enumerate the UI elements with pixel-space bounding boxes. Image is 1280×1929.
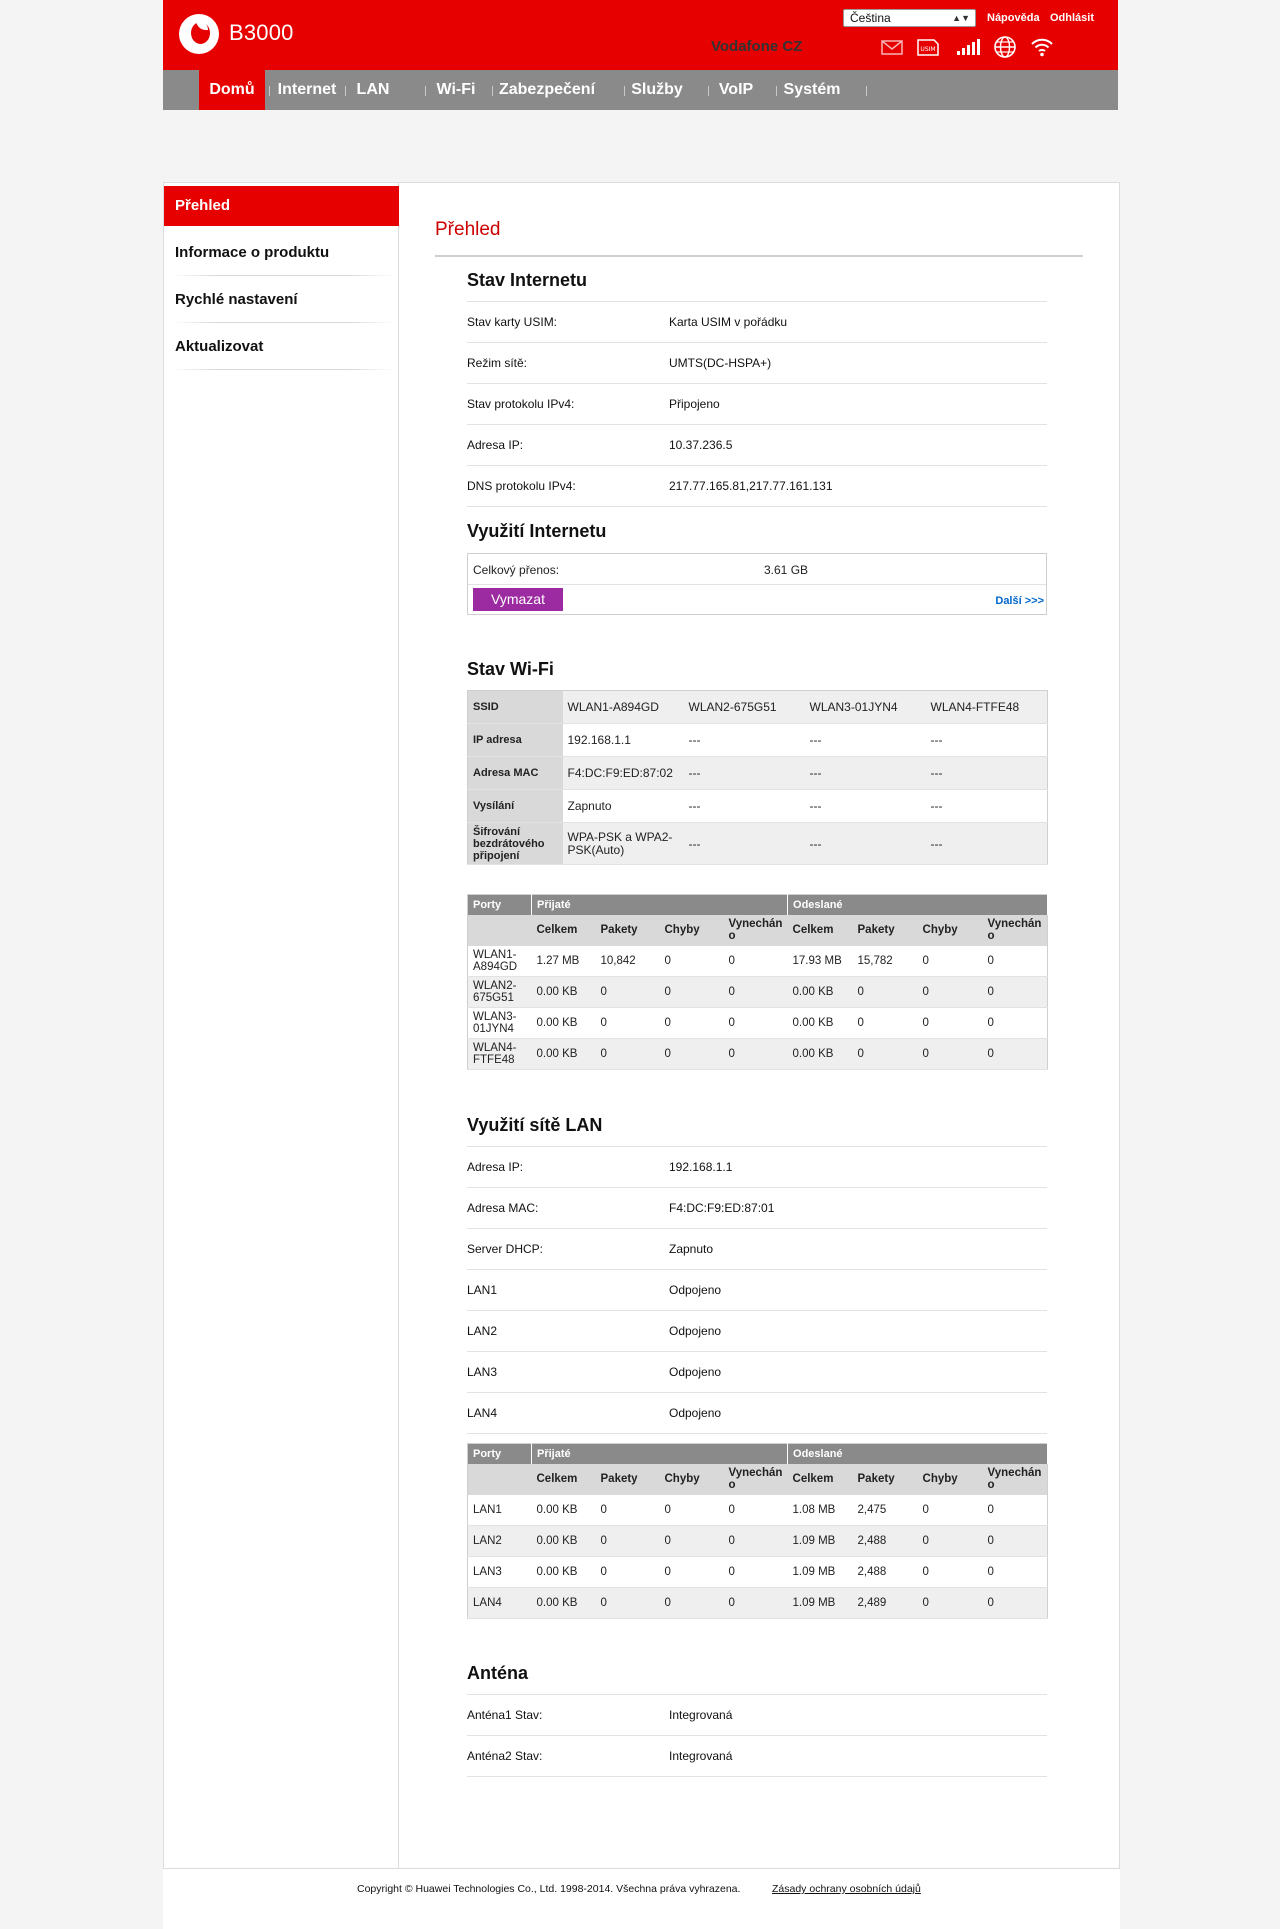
logout-link[interactable]: Odhlásit [1050,12,1095,24]
table-cell: 0 [983,1588,1048,1619]
table-header: Vynechán o [724,915,788,946]
table-header: Porty [468,1444,532,1464]
table-cell: 0 [918,946,983,977]
kv-value: 217.77.165.81,217.77.161.131 [669,479,833,493]
port-name: LAN4 [468,1588,532,1619]
table-header: Chyby [660,915,724,946]
table-header: Odeslané [788,1444,1048,1464]
table-cell: 1.09 MB [788,1526,853,1557]
kv-label: Server DHCP: [467,1242,544,1256]
product-name: B3000 [229,20,294,45]
lan-usage-title: Využití sítě LAN [467,1115,603,1135]
table-cell: 0 [596,1526,660,1557]
help-link[interactable]: Nápověda [987,12,1040,24]
kv-value: Odpojeno [669,1406,722,1420]
kv-label: DNS protokolu IPv4: [467,479,576,493]
lan-stats-table [467,1443,1048,1619]
table-cell: 0.00 KB [532,977,596,1008]
kv-value: Odpojeno [669,1283,722,1297]
operator-name: Vodafone CZ [711,38,803,55]
table-cell: 0.00 KB [532,1526,596,1557]
table-cell: 2,488 [853,1526,918,1557]
total-transfer-value: 3.61 GB [764,563,809,577]
table-cell: 0.00 KB [532,1557,596,1588]
usim-icon [915,35,941,59]
table-row [468,1495,1048,1526]
table-cell: --- [805,790,926,823]
wifi-status-table [467,690,1048,865]
kv-row [467,1352,1047,1393]
table-row [468,790,1048,823]
nav-lan[interactable]: LAN [356,81,390,98]
sidebar-item-product-info[interactable]: Informace o produktu [175,244,330,261]
port-name: LAN2 [468,1526,532,1557]
table-cell: 0 [660,1557,724,1588]
table-cell: 0.00 KB [788,977,853,1008]
kv-value: 192.168.1.1 [669,1160,733,1174]
table-header: Pakety [853,1464,918,1495]
main-panel [163,182,1120,1869]
table-header: Přijaté [532,1444,788,1464]
divider [172,369,394,370]
table-cell: --- [805,724,926,757]
kv-row [467,1311,1047,1352]
table-cell: 0 [918,1526,983,1557]
table-header: Vynechán o [724,1464,788,1495]
table-cell: 0 [660,977,724,1008]
kv-row [467,1147,1047,1188]
table-header-row [468,1464,1048,1495]
nav-wifi[interactable]: Wi-Fi [436,81,476,98]
table-header: Pakety [596,915,660,946]
nav-system[interactable]: Systém [783,81,841,98]
table-header: Šifrování bezdrátového připojení [468,823,563,865]
wifi-icon [1029,35,1055,59]
table-cell: 0 [983,946,1048,977]
internet-usage-box [467,553,1047,615]
table-cell: 0 [596,1588,660,1619]
table-row [468,1588,1048,1619]
kv-label: LAN1 [467,1283,498,1297]
port-name: WLAN2-675G51 [468,977,532,1008]
table-cell: 0.00 KB [532,1008,596,1039]
table-cell: 0 [660,1008,724,1039]
kv-label: LAN3 [467,1365,498,1379]
table-header: Pakety [596,1464,660,1495]
table-header: Celkem [532,1464,596,1495]
table-cell: 0 [596,1557,660,1588]
divider [172,275,394,276]
table-cell: --- [684,757,805,790]
table-cell: 0 [724,1008,788,1039]
port-name: WLAN1-A894GD [468,946,532,977]
header-bar [163,0,1118,70]
table-cell: 192.168.1.1 [563,724,684,757]
table-row [468,1557,1048,1588]
kv-row [467,1270,1047,1311]
table-cell: 10,842 [596,946,660,977]
kv-row [467,1393,1047,1434]
table-header: SSID [468,691,563,724]
table-cell: --- [926,724,1048,757]
nav-services[interactable]: Služby [631,81,683,98]
sidebar-item-overview[interactable]: Přehled [164,186,399,226]
table-header: IP adresa [468,724,563,757]
table-cell: 0 [853,1039,918,1070]
kv-row [467,1695,1047,1736]
table-header-row [468,1444,1048,1464]
kv-row [467,1736,1047,1777]
kv-label: Adresa MAC: [467,1201,539,1215]
table-cell: 0 [724,1526,788,1557]
main-nav [163,70,1118,110]
table-cell: WLAN4-FTFE48 [926,691,1048,724]
table-cell: 0 [983,1495,1048,1526]
table-cell: 1.27 MB [532,946,596,977]
table-header-row [468,915,1048,946]
table-cell: 1.09 MB [788,1588,853,1619]
kv-label: Adresa IP: [467,438,524,452]
internet-status-title: Stav Internetu [467,270,588,290]
wifi-status-title: Stav Wi-Fi [467,659,554,679]
nav-voip[interactable]: VoIP [718,81,754,98]
chevron-updown-icon: ▲▼ [952,13,970,23]
port-name: LAN3 [468,1557,532,1588]
signal-icon [955,35,983,59]
kv-value: Karta USIM v pořádku [669,315,788,329]
table-cell: 1.08 MB [788,1495,853,1526]
divider [435,255,1083,257]
table-row [468,946,1048,977]
table-header: Porty [468,895,532,915]
kv-label: Adresa IP: [467,1160,524,1174]
table-cell: 0 [596,1039,660,1070]
table-cell: 0 [660,1495,724,1526]
table-cell: 0 [918,1557,983,1588]
table-cell: 2,475 [853,1495,918,1526]
kv-row [467,466,1047,507]
table-cell: 0 [724,1557,788,1588]
table-header: Přijaté [532,895,788,915]
table-cell: 1.09 MB [788,1557,853,1588]
table-row [468,823,1048,865]
table-cell: --- [926,823,1048,865]
globe-icon [992,35,1018,59]
language-select[interactable] [843,9,976,27]
kv-label: Anténa1 Stav: [467,1708,543,1722]
table-cell: 0 [724,946,788,977]
nav-security[interactable]: Zabezpečení [498,81,596,98]
table-cell: WPA-PSK a WPA2-PSK(Auto) [563,823,684,865]
table-cell: 0 [724,977,788,1008]
table-cell: 0 [596,1495,660,1526]
kv-label: LAN4 [467,1406,498,1420]
table-cell: 0.00 KB [532,1039,596,1070]
svg-text:USIM: USIM [920,46,936,53]
table-cell: WLAN2-675G51 [684,691,805,724]
nav-internet[interactable]: Internet [277,81,337,98]
page-title: Přehled [435,219,501,240]
kv-row [467,384,1047,425]
table-cell: 0.00 KB [788,1039,853,1070]
table-cell: --- [684,823,805,865]
table-cell: 0 [983,1526,1048,1557]
kv-row [467,343,1047,384]
table-cell: 0 [660,1588,724,1619]
wlan-stats-body [468,946,1048,1070]
table-header: Adresa MAC [468,757,563,790]
kv-value: Odpojeno [669,1324,722,1338]
table-header-row [468,895,1048,915]
kv-value: Připojeno [669,397,720,411]
mail-icon[interactable] [879,35,905,59]
table-header: Pakety [853,915,918,946]
total-transfer-label: Celkový přenos: [473,563,560,577]
table-cell: 0 [983,1008,1048,1039]
table-header: Odeslané [788,895,1048,915]
table-row [468,1039,1048,1070]
kv-value: F4:DC:F9:ED:87:01 [669,1201,775,1215]
table-cell: 0 [918,1039,983,1070]
table-cell: --- [684,724,805,757]
table-cell: 15,782 [853,946,918,977]
kv-value: Odpojeno [669,1365,722,1379]
kv-row [467,1229,1047,1270]
table-cell: 0 [724,1588,788,1619]
table-cell: 0 [660,1039,724,1070]
table-cell: 0 [918,1588,983,1619]
table-header: Vynechán o [983,915,1048,946]
sidebar-item-quick-setup[interactable]: Rychlé nastavení [175,291,298,308]
table-cell: 0 [853,1008,918,1039]
divider [172,322,394,323]
antenna-title: Anténa [467,1663,529,1683]
table-cell: --- [926,790,1048,823]
table-cell: 0 [596,1008,660,1039]
table-cell: 2,488 [853,1557,918,1588]
table-row [468,724,1048,757]
copyright-text: Copyright © Huawei Technologies Co., Ltd. 1998-2014. Všechna práva vyhrazena. [357,1883,741,1895]
table-row [468,1526,1048,1557]
table-cell: 0 [983,1039,1048,1070]
privacy-policy-link[interactable]: Zásady ochrany osobních údajů [772,1883,921,1895]
table-cell: 0.00 KB [532,1495,596,1526]
internet-usage-title: Využití Internetu [467,521,607,541]
port-name: WLAN4-FTFE48 [468,1039,532,1070]
table-header: Vysílání [468,790,563,823]
table-row [468,1008,1048,1039]
more-link[interactable]: Další >>> [995,595,1044,607]
kv-value: Integrovaná [669,1708,733,1722]
table-header: Chyby [918,915,983,946]
kv-label: Stav protokolu IPv4: [467,397,575,411]
table-cell: 0 [724,1039,788,1070]
table-row [468,691,1048,724]
table-header: Celkem [788,915,853,946]
table-cell: 0 [983,977,1048,1008]
kv-value: UMTS(DC-HSPA+) [669,356,772,370]
table-header: Celkem [532,915,596,946]
table-header: Vynechán o [983,1464,1048,1495]
table-cell: --- [805,757,926,790]
kv-value: Zapnuto [669,1242,714,1256]
table-cell: 0 [853,977,918,1008]
kv-row [467,302,1047,343]
table-cell: 0.00 KB [788,1008,853,1039]
table-cell: 0 [918,977,983,1008]
table-cell: 0 [596,977,660,1008]
table-cell: WLAN1-A894GD [563,691,684,724]
table-cell: WLAN3-01JYN4 [805,691,926,724]
sidebar-item-update[interactable]: Aktualizovat [175,338,264,355]
kv-value: 10.37.236.5 [669,438,733,452]
table-cell: --- [805,823,926,865]
table-cell: 17.93 MB [788,946,853,977]
kv-label: Stav karty USIM: [467,315,558,329]
table-cell: 0 [918,1495,983,1526]
table-header: Celkem [788,1464,853,1495]
language-selected-value: Čeština [850,11,891,25]
clear-button[interactable]: Vymazat [473,588,563,611]
table-header: Chyby [918,1464,983,1495]
table-cell: 0 [660,946,724,977]
table-cell: 0 [983,1557,1048,1588]
kv-label: LAN2 [467,1324,498,1338]
table-cell: F4:DC:F9:ED:87:02 [563,757,684,790]
table-cell: --- [684,790,805,823]
port-name: WLAN3-01JYN4 [468,1008,532,1039]
table-cell: 2,489 [853,1588,918,1619]
table-row [468,757,1048,790]
kv-value: Integrovaná [669,1749,733,1763]
sidebar [164,183,399,1868]
kv-row [467,425,1047,466]
vodafone-logo-icon[interactable] [179,14,219,54]
footer [163,1869,1120,1929]
port-name: LAN1 [468,1495,532,1526]
table-row [468,977,1048,1008]
table-cell: 0.00 KB [532,1588,596,1619]
nav-home[interactable]: Domů [199,70,265,110]
kv-row [467,1188,1047,1229]
table-cell: --- [926,757,1048,790]
table-cell: 0 [724,1495,788,1526]
table-cell: Zapnuto [563,790,684,823]
kv-label: Anténa2 Stav: [467,1749,543,1763]
table-cell: 0 [918,1008,983,1039]
table-header: Chyby [660,1464,724,1495]
table-cell: 0 [660,1526,724,1557]
lan-stats-body [468,1495,1048,1619]
wlan-stats-table [467,894,1048,1070]
kv-label: Režim sítě: [467,356,528,370]
